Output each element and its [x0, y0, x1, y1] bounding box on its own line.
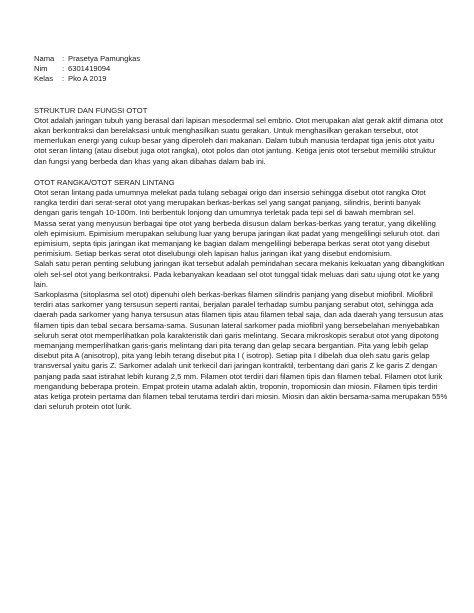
- paragraph: Otot adalah jaringan tubuh yang berasal dari lapisan mesodermal sel embrio. Otot merupakan alat gerak aktif dimana otot akan berkontraksi dan berelaksasi untuk menghasilkan suatu gerakan. Untuk menghasilkan gerakan tersebut, otot memerlukan energi yang cukup besar yang diperoleh dari makanan. Dalam tubuh manusia terdapat tiga jenis otot yaitu otot seran lintang (atau disebut juga otot rangka), otot polos dan otot jantung. Ketiga jenis otot tersebut memiliki struktur dan fungsi yang berbeda dan khas yang akan dibahas dalam bab ini.: [34, 115, 444, 166]
- nim-value: 6301419094: [68, 64, 111, 74]
- section-title-structure: STRUKTUR DAN FUNGSI OTOT: [34, 105, 148, 115]
- paragraph: Salah satu peran penting selubung jaringan ikat tersebut adalah pemindahan secara mekanis kekuatan yang dibangkitkan oleh sel-sel otot yang berkontraksi. Pada kebanyakan keadaan sel otot tunggal tidak meluas dari satu ujung otot ke yang lain.: [34, 259, 445, 289]
- class-value: Pko A 2019: [68, 74, 107, 84]
- paragraph: Otot seran lintang pada umumnya melekat pada tulang sebagai origo dan insersio sehingga disebut otot rangka Otot rangka terdiri dari serat-serat otot yang merupakan berkas-berkas sel yang sangat panjang, silindris, berinti banyak dengan garis tengah 10-100m. Inti berbentuk lonjong dan umumnya terletak pada tepi sel di bawah membran sel.: [34, 188, 426, 218]
- name-label: Nama: [34, 54, 55, 63]
- nim-row: [34, 64, 448, 74]
- document-content: [34, 54, 448, 413]
- paragraph: Massa serat yang menyusun berbagai tipe otot yang berbeda disusun dalam berkas-berkas yang teratur, yang dikeliling oleh epimisium. Epimisium merupakan selubung luar yang berupa jaringan ikat padat yang mengelilingi seluruh otot. dari epimisium, septa tipis jaringan ikat memanjang ke bagian dalam mengelilingi beberapa berkas serat otot yang disebut perimisium. Setiap berkas serat otot diselubungi oleh lapisan halus jaringan ikat yang disebut endomisium.: [34, 218, 440, 259]
- name-value: Prasetya Pamungkas: [68, 54, 141, 63]
- class-row: [34, 74, 448, 84]
- name-separator: :: [62, 54, 65, 63]
- class-separator: :: [62, 74, 65, 84]
- class-label: Kelas: [34, 74, 53, 84]
- nim-separator: :: [62, 64, 65, 74]
- nim-label: Nim: [34, 64, 48, 74]
- section-title-skeletal-muscle: OTOT RANGKA/OTOT SERAN LINTANG: [34, 177, 175, 187]
- paragraph: Sarkoplasma (sitoplasma sel otot) dipenuhi oleh berkas-berkas filamen silindris panjang yang disebut miofibril. Miofibril terdiri atas sarkomer yang tersusun seperti rantai, berjalan paralel terhadap sumbu panjang serabut otot, sehingga ada daerah pada sarkomer yang hanya tersusun atas filamen tipis atau filamen tebal saja, dan ada daerah yang tersusun atas filamen tipis dan tebal secara bersama-sama. Susunan lateral sarkomer pada miofibril yang bersebelahan menyebabkan seluruh serat otot memperlihatkan pola karakteristik dari garis melintang. Secara mikroskopis serabut otot yang dipotong memanjang memperlihatkan garis-garis melintang dari pita terang dan gelap secara bergantian. Pita yang lebih gelap disebut pita A (anisotrop), pita yang lebih terang disebut pita I ( isotrop). Setiap pita I dibelah dua oleh satu garis gelap transversal yaitu garis Z. Sarkomer adalah unit terkecil dari jaringan kontraktil, terbentang dari garis Z ke garis Z dengan panjang pada saat istirahat lebih kurang 2,5 mm. Filamen otot terdiri dari filamen tipis dan filamen tebal. Filamen otot lurik mengandung beberapa protein. Empat protein utama adalah aktin, troponin, tropomiosin dan miosin. Filamen tipis terdiri atas ketiga protein pertama dan filamen tebal terutama terdiri dari miosin. Miosin dan aktin bersama-sama merupakan 55% dari seluruh protein otot lurik.: [34, 290, 448, 412]
- name-row: [34, 54, 448, 64]
